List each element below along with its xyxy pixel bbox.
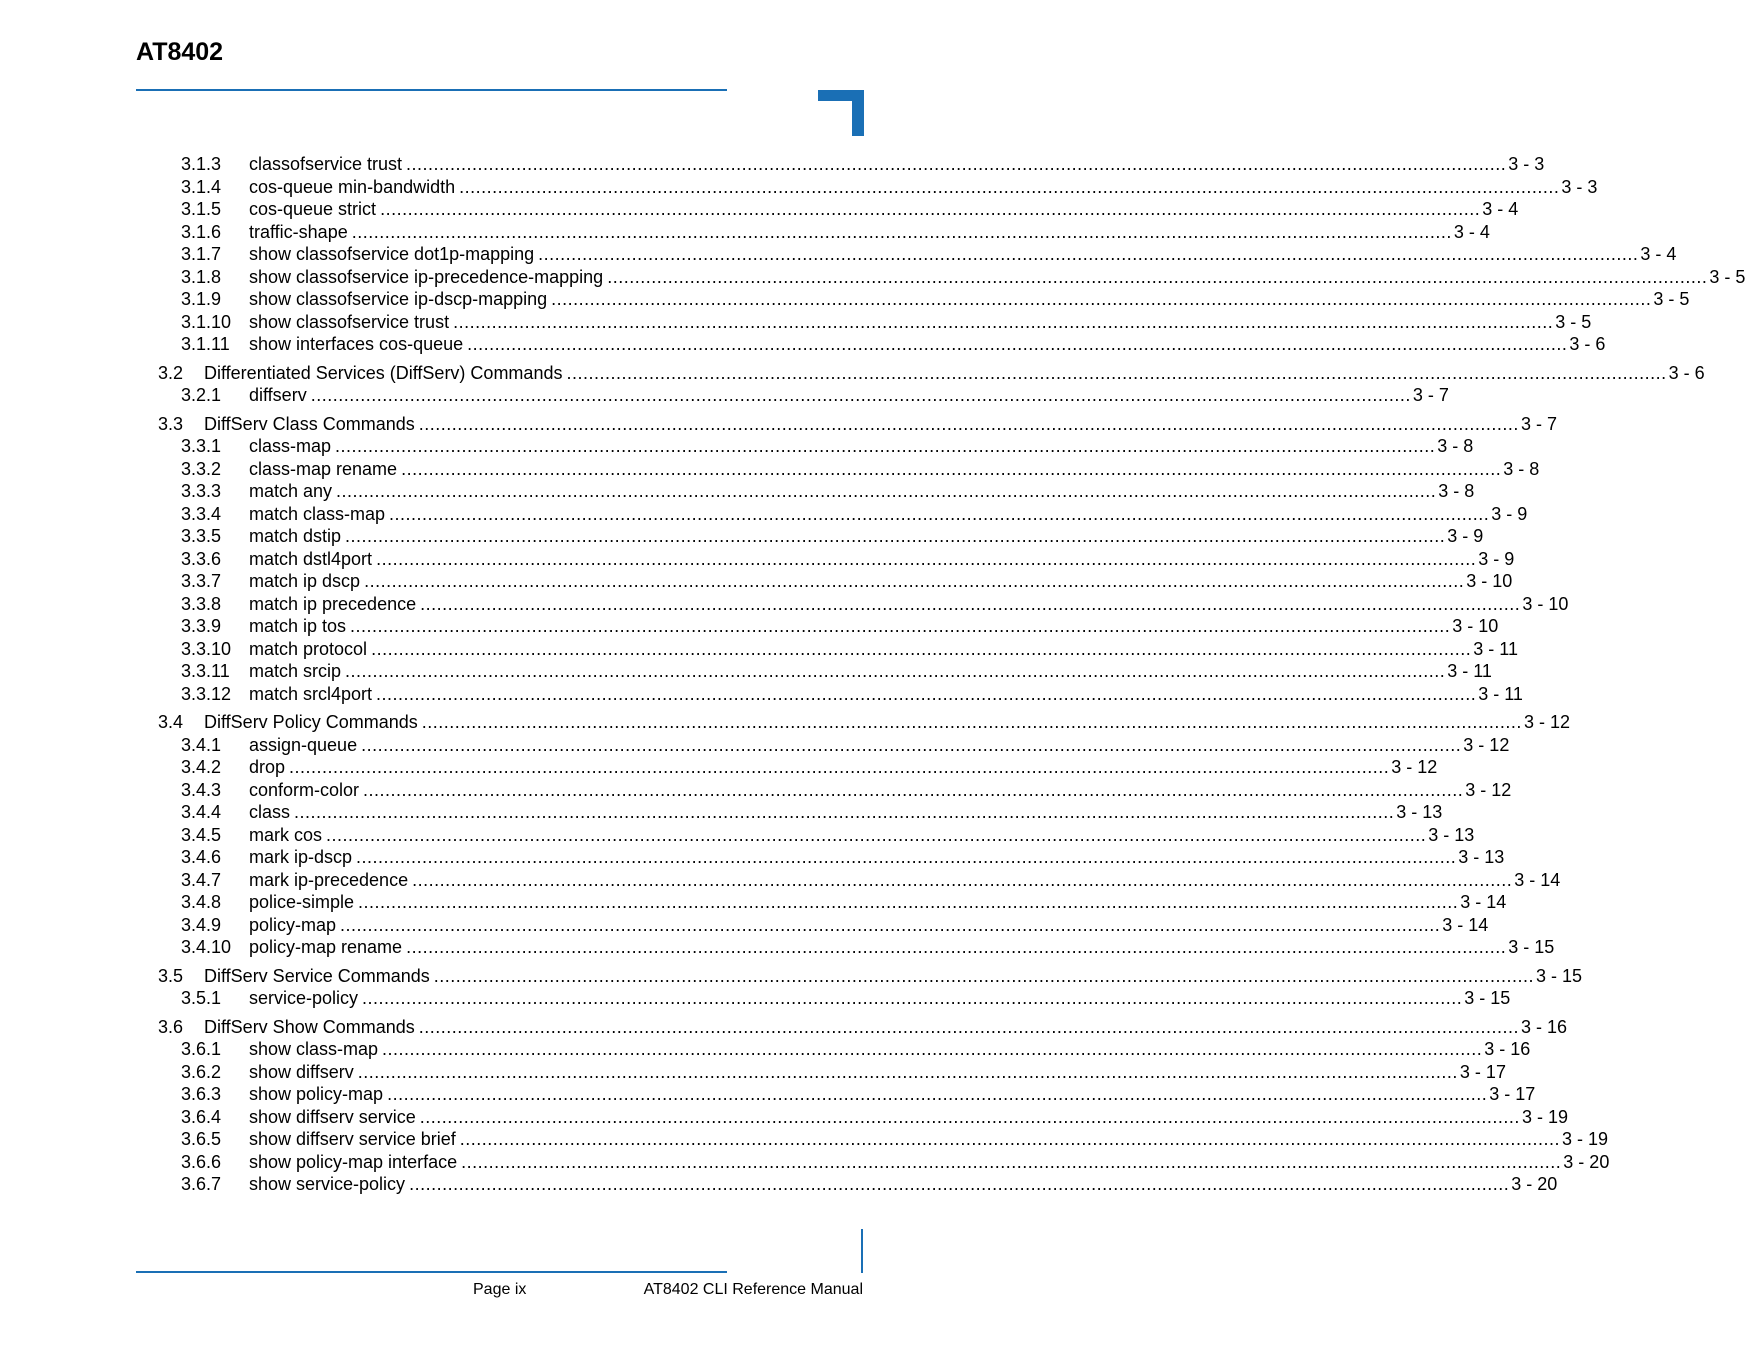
toc-subsection-entry[interactable] (181, 384, 1449, 406)
toc-dot-leader: ........................................................................................................................................................................................................ (376, 683, 1477, 704)
toc-entry-title: show policy-map interface (249, 1151, 458, 1172)
toc-entry-page: 3 - 12 (1523, 712, 1570, 732)
toc-entry-number: 3.4.6 (181, 847, 222, 867)
toc-entry-page: 3 - 19 (1521, 1106, 1568, 1127)
toc-subsection-entry[interactable] (181, 824, 1475, 846)
toc-entry-number: 3.3.10 (181, 638, 232, 659)
corner-bracket-mark (818, 90, 864, 136)
toc-entry-title: cos-queue min-bandwidth (249, 176, 456, 197)
toc-entry-number: 3.2.1 (181, 385, 222, 405)
toc-entry-number: 3.3.12 (181, 683, 232, 704)
toc-dot-leader: ........................................................................................................................................................................................................ (310, 385, 1411, 405)
toc-entry-number: 3.6 (158, 1016, 184, 1037)
toc-entry-number: 3.4.3 (181, 779, 222, 800)
footer-page-number: Page ix (473, 1281, 527, 1298)
toc-entry-number: 3.1.8 (181, 266, 222, 287)
toc-entry-page: 3 - 13 (1458, 847, 1505, 867)
toc-entry-page: 3 - 16 (1520, 1016, 1567, 1037)
toc-subsection-entry[interactable] (181, 458, 1540, 480)
toc-entry-page: 3 - 17 (1489, 1084, 1536, 1104)
toc-entry-number: 3.6.1 (181, 1039, 222, 1059)
toc-entry-title: show diffserv service brief (249, 1129, 456, 1149)
toc-entry-number: 3.3 (158, 413, 184, 434)
toc-entry-number: 3.6.4 (181, 1106, 222, 1127)
toc-section-entry[interactable] (158, 1016, 1567, 1038)
toc-entry-page: 3 - 11 (1478, 683, 1523, 704)
document-title: AT8402 (136, 38, 224, 66)
toc-subsection-entry[interactable] (181, 615, 1499, 637)
toc-subsection-entry[interactable] (181, 891, 1507, 913)
toc-dot-leader: ........................................................................................................................................................................................................ (361, 734, 1462, 755)
toc-entry-number: 3.1.6 (181, 221, 222, 242)
toc-entry-title: show class-map (249, 1039, 379, 1059)
toc-entry-page: 3 - 19 (1561, 1129, 1608, 1149)
toc-dot-leader: ........................................................................................................................................................................................................ (409, 1174, 1510, 1194)
toc-entry-page: 3 - 4 (1640, 244, 1677, 264)
toc-subsection-entry[interactable] (181, 1038, 1531, 1060)
toc-entry-title: match srcip (249, 661, 342, 681)
toc-dot-leader: ........................................................................................................................................................................................................ (358, 892, 1459, 912)
toc-section-entry[interactable] (158, 413, 1557, 435)
toc-entry-page: 3 - 20 (1511, 1174, 1558, 1194)
toc-entry-page: 3 - 8 (1437, 436, 1474, 456)
toc-entry-page: 3 - 5 (1653, 289, 1690, 309)
toc-entry-page: 3 - 4 (1453, 221, 1490, 242)
toc-subsection-entry[interactable] (181, 734, 1510, 756)
toc-entry-title: DiffServ Class Commands (204, 413, 415, 434)
toc-entry-page: 3 - 15 (1535, 965, 1582, 986)
toc-entry-page: 3 - 10 (1466, 571, 1513, 591)
toc-entry-title: diffserv (249, 385, 307, 405)
toc-entry-number: 3.2 (158, 362, 184, 383)
toc-entry-number: 3.1.7 (181, 244, 222, 264)
toc-entry-title: mark ip-dscp (249, 847, 353, 867)
toc-section-entry[interactable] (158, 362, 1705, 384)
toc-entry-page: 3 - 6 (1569, 334, 1606, 354)
toc-entry-title: DiffServ Policy Commands (204, 712, 418, 732)
toc-entry-page: 3 - 5 (1555, 311, 1592, 332)
toc-entry-title: class (249, 802, 291, 822)
toc-entry-page: 3 - 9 (1447, 526, 1484, 546)
toc-entry-title: DiffServ Service Commands (204, 965, 430, 986)
toc-entry-title: show interfaces cos-queue (249, 334, 464, 354)
toc-entry-title: show diffserv (249, 1061, 354, 1082)
toc-entry-page: 3 - 15 (1508, 937, 1555, 957)
toc-dot-leader: ........................................................................................................................................................................................................ (420, 593, 1521, 614)
toc-subsection-entry[interactable] (181, 480, 1475, 502)
toc-entry-number: 3.1.5 (181, 199, 222, 219)
toc-entry-title: policy-map rename (249, 937, 403, 957)
toc-subsection-entry[interactable] (181, 333, 1606, 355)
toc-dot-leader: ........................................................................................................................................................................................................ (387, 1084, 1488, 1104)
toc-entry-number: 3.6.7 (181, 1174, 222, 1194)
toc-entry-number: 3.3.2 (181, 458, 222, 479)
toc-dot-leader: ........................................................................................................................................................................................................ (294, 802, 1395, 822)
toc-subsection-entry[interactable] (181, 1061, 1506, 1083)
toc-entry-page: 3 - 5 (1709, 266, 1745, 287)
toc-entry-page: 3 - 15 (1464, 988, 1511, 1008)
toc-entry-title: classofservice trust (249, 154, 403, 174)
footer-vertical-bar (861, 1229, 863, 1273)
toc-entry-title: show classofservice trust (249, 311, 450, 332)
toc-subsection-entry[interactable] (181, 266, 1745, 288)
toc-entry-number: 3.3.1 (181, 436, 222, 456)
toc-entry-number: 3.1.11 (181, 334, 230, 354)
toc-subsection-entry[interactable] (181, 987, 1511, 1009)
toc-entry-title: match dstip (249, 526, 342, 546)
toc-subsection-entry[interactable] (181, 660, 1492, 682)
toc-subsection-entry[interactable] (181, 1151, 1610, 1173)
toc-entry-number: 3.1.9 (181, 289, 222, 309)
toc-subsection-entry[interactable] (181, 570, 1513, 592)
toc-subsection-entry[interactable] (181, 801, 1443, 823)
toc-subsection-entry[interactable] (181, 525, 1484, 547)
toc-entry-number: 3.5.1 (181, 988, 222, 1008)
toc-entry-title: match ip tos (249, 616, 347, 636)
toc-entry-title: match srcl4port (249, 683, 373, 704)
toc-entry-title: show policy-map (249, 1084, 384, 1104)
toc-subsection-entry[interactable] (181, 1106, 1568, 1128)
toc-subsection-entry[interactable] (181, 176, 1598, 198)
toc-dot-leader: ........................................................................................................................................................................................................ (351, 221, 1452, 242)
toc-entry-number: 3.3.7 (181, 571, 222, 591)
toc-entry-title: DiffServ Show Commands (204, 1016, 415, 1037)
toc-dot-leader: ........................................................................................................................................................................................................ (538, 244, 1639, 264)
toc-entry-title: police-simple (249, 892, 355, 912)
toc-dot-leader: ........................................................................................................................................................................................................ (357, 1061, 1458, 1082)
toc-dot-leader: ........................................................................................................................................................................................................ (289, 757, 1390, 777)
toc-entry-page: 3 - 14 (1514, 869, 1561, 890)
toc-entry-page: 3 - 6 (1668, 362, 1705, 383)
header-rule (136, 89, 727, 91)
toc-entry-page: 3 - 9 (1478, 548, 1515, 569)
toc-subsection-entry[interactable] (181, 1128, 1608, 1150)
toc-entry-title: show diffserv service (249, 1106, 416, 1127)
toc-entry-title: mark ip-precedence (249, 869, 409, 890)
toc-entry-number: 3.3.8 (181, 593, 222, 614)
toc-dot-leader: ........................................................................................................................................................................................................ (401, 458, 1502, 479)
toc-entry-page: 3 - 7 (1412, 385, 1449, 405)
toc-subsection-entry[interactable] (181, 1083, 1536, 1105)
toc-entry-title: match class-map (249, 503, 386, 524)
toc-dot-leader: ........................................................................................................................................................................................................ (607, 266, 1708, 287)
toc-entry-page: 3 - 12 (1463, 734, 1510, 755)
toc-entry-page: 3 - 14 (1460, 892, 1507, 912)
toc-subsection-entry[interactable] (181, 1173, 1558, 1195)
toc-entry-title: match dstl4port (249, 548, 373, 569)
toc-subsection-entry[interactable] (181, 435, 1474, 457)
toc-entry-number: 3.1.3 (181, 154, 222, 174)
toc-entry-page: 3 - 10 (1452, 616, 1499, 636)
toc-entry-title: Differentiated Services (DiffServ) Commands (204, 362, 563, 383)
toc-dot-leader: ........................................................................................................................................................................................................ (421, 712, 1522, 732)
toc-subsection-entry[interactable] (181, 153, 1545, 175)
toc-entry-title: match ip dscp (249, 571, 361, 591)
toc-entry-page: 3 - 12 (1391, 757, 1438, 777)
toc-dot-leader: ........................................................................................................................................................................................................ (406, 154, 1507, 174)
toc-subsection-entry[interactable] (181, 846, 1505, 868)
toc-entry-page: 3 - 4 (1482, 199, 1519, 219)
toc-dot-leader: ........................................................................................................................................................................................................ (380, 199, 1481, 219)
toc-entry-number: 3.6.2 (181, 1061, 222, 1082)
toc-dot-leader: ........................................................................................................................................................................................................ (418, 1016, 1519, 1037)
toc-entry-page: 3 - 9 (1491, 503, 1528, 524)
toc-entry-title: service-policy (249, 988, 359, 1008)
toc-subsection-entry[interactable] (181, 683, 1523, 705)
toc-entry-page: 3 - 8 (1503, 458, 1540, 479)
toc-entry-page: 3 - 8 (1438, 481, 1475, 501)
toc-dot-leader: ........................................................................................................................................................................................................ (461, 1151, 1562, 1172)
toc-dot-leader: ........................................................................................................................................................................................................ (467, 334, 1568, 354)
toc-dot-leader: ........................................................................................................................................................................................................ (364, 571, 1465, 591)
footer-manual-title: AT8402 CLI Reference Manual (643, 1281, 863, 1298)
toc-subsection-entry[interactable] (181, 221, 1490, 243)
toc-entry-page: 3 - 14 (1442, 914, 1489, 935)
toc-dot-leader: ........................................................................................................................................................................................................ (453, 311, 1554, 332)
toc-dot-leader: ........................................................................................................................................................................................................ (412, 869, 1513, 890)
toc-dot-leader: ........................................................................................................................................................................................................ (340, 914, 1441, 935)
toc-dot-leader: ........................................................................................................................................................................................................ (406, 937, 1507, 957)
toc-entry-title: traffic-shape (249, 221, 348, 242)
toc-entry-title: match protocol (249, 638, 368, 659)
toc-subsection-entry[interactable] (181, 779, 1512, 801)
toc-entry-number: 3.4.5 (181, 824, 222, 845)
toc-dot-leader: ........................................................................................................................................................................................................ (459, 1129, 1560, 1149)
toc-entry-title: drop (249, 757, 286, 777)
toc-entry-number: 3.3.9 (181, 616, 222, 636)
toc-dot-leader: ........................................................................................................................................................................................................ (345, 526, 1446, 546)
toc-entry-page: 3 - 10 (1522, 593, 1569, 614)
toc-entry-number: 3.4.2 (181, 757, 222, 777)
toc-dot-leader: ........................................................................................................................................................................................................ (335, 436, 1436, 456)
toc-dot-leader: ........................................................................................................................................................................................................ (419, 1106, 1520, 1127)
toc-entry-page: 3 - 17 (1459, 1061, 1506, 1082)
toc-entry-page: 3 - 13 (1396, 802, 1443, 822)
toc-entry-number: 3.4.10 (181, 937, 232, 957)
toc-subsection-entry[interactable] (181, 593, 1569, 615)
toc-dot-leader: ........................................................................................................................................................................................................ (418, 413, 1519, 434)
toc-dot-leader: ........................................................................................................................................................................................................ (389, 503, 1490, 524)
toc-section-entry[interactable] (158, 965, 1582, 987)
toc-subsection-entry[interactable] (181, 198, 1519, 220)
toc-dot-leader: ........................................................................................................................................................................................................ (566, 362, 1667, 383)
toc-subsection-entry[interactable] (181, 638, 1518, 660)
toc-entry-number: 3.4.4 (181, 802, 222, 822)
toc-dot-leader: ........................................................................................................................................................................................................ (326, 824, 1427, 845)
toc-dot-leader: ........................................................................................................................................................................................................ (350, 616, 1451, 636)
toc-entry-title: match any (249, 481, 333, 501)
toc-entry-number: 3.3.3 (181, 481, 222, 501)
toc-entry-page: 3 - 13 (1428, 824, 1475, 845)
toc-entry-page: 3 - 3 (1508, 154, 1545, 174)
toc-entry-page: 3 - 11 (1447, 661, 1492, 681)
toc-entry-number: 3.1.10 (181, 311, 232, 332)
toc-entry-page: 3 - 7 (1520, 413, 1557, 434)
toc-dot-leader: ........................................................................................................................................................................................................ (376, 548, 1477, 569)
toc-dot-leader: ........................................................................................................................................................................................................ (356, 847, 1457, 867)
toc-dot-leader: ........................................................................................................................................................................................................ (362, 988, 1463, 1008)
toc-subsection-entry[interactable] (181, 311, 1592, 333)
toc-entry-title: policy-map (249, 914, 337, 935)
toc-entry-number: 3.4.7 (181, 869, 222, 890)
toc-entry-number: 3.3.5 (181, 526, 222, 546)
toc-entry-number: 3.4.1 (181, 734, 222, 755)
toc-entry-title: show classofservice ip-dscp-mapping (249, 289, 548, 309)
toc-entry-number: 3.1.4 (181, 176, 222, 197)
toc-entry-page: 3 - 16 (1484, 1039, 1531, 1059)
toc-section-entry[interactable] (158, 711, 1570, 733)
toc-entry-title: class-map rename (249, 458, 398, 479)
toc-dot-leader: ........................................................................................................................................................................................................ (551, 289, 1652, 309)
toc-dot-leader: ........................................................................................................................................................................................................ (433, 965, 1534, 986)
toc-subsection-entry[interactable] (181, 503, 1528, 525)
toc-entry-number: 3.3.4 (181, 503, 222, 524)
toc-entry-number: 3.5 (158, 965, 184, 986)
toc-subsection-entry[interactable] (181, 548, 1515, 570)
toc-entry-page: 3 - 12 (1465, 779, 1512, 800)
toc-entry-number: 3.3.11 (181, 661, 230, 681)
toc-entry-page: 3 - 11 (1473, 638, 1518, 659)
toc-entry-number: 3.6.6 (181, 1151, 222, 1172)
toc-entry-number: 3.4.8 (181, 892, 222, 912)
toc-subsection-entry[interactable] (181, 756, 1438, 778)
toc-entry-number: 3.6.3 (181, 1084, 222, 1104)
toc-entry-title: show classofservice ip-precedence-mapping (249, 266, 604, 287)
toc-subsection-entry[interactable] (181, 243, 1677, 265)
toc-dot-leader: ........................................................................................................................................................................................................ (336, 481, 1437, 501)
toc-entry-number: 3.4 (158, 712, 184, 732)
toc-subsection-entry[interactable] (181, 936, 1555, 958)
toc-dot-leader: ........................................................................................................................................................................................................ (382, 1039, 1483, 1059)
toc-subsection-entry[interactable] (181, 914, 1489, 936)
toc-entry-title: conform-color (249, 779, 360, 800)
toc-dot-leader: ........................................................................................................................................................................................................ (371, 638, 1472, 659)
toc-dot-leader: ........................................................................................................................................................................................................ (345, 661, 1446, 681)
toc-entry-title: cos-queue strict (249, 199, 377, 219)
toc-subsection-entry[interactable] (181, 869, 1561, 891)
toc-entry-title: show classofservice dot1p-mapping (249, 244, 535, 264)
toc-entry-title: class-map (249, 436, 332, 456)
toc-entry-title: match ip precedence (249, 593, 417, 614)
toc-entry-title: mark cos (249, 824, 323, 845)
toc-dot-leader: ........................................................................................................................................................................................................ (363, 779, 1464, 800)
toc-entry-number: 3.4.9 (181, 914, 222, 935)
toc-subsection-entry[interactable] (181, 288, 1690, 310)
toc-entry-number: 3.6.5 (181, 1129, 222, 1149)
toc-entry-page: 3 - 3 (1561, 176, 1598, 197)
toc-entry-page: 3 - 20 (1563, 1151, 1610, 1172)
toc-entry-title: assign-queue (249, 734, 358, 755)
footer-rule (136, 1271, 727, 1273)
toc-dot-leader: ........................................................................................................................................................................................................ (459, 176, 1560, 197)
toc-entry-number: 3.3.6 (181, 548, 222, 569)
toc-entry-title: show service-policy (249, 1174, 406, 1194)
